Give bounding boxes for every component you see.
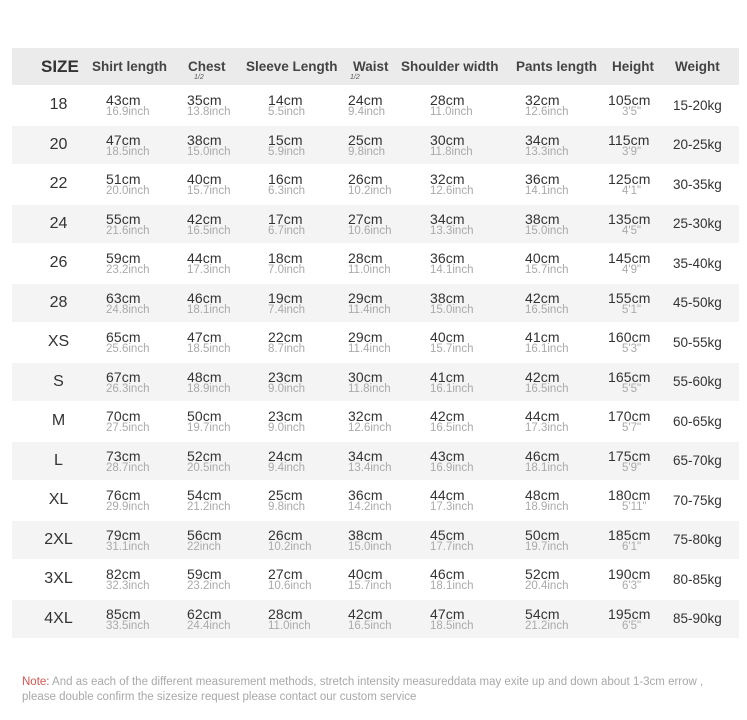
- chest-inch-value: 18.1inch: [187, 303, 231, 316]
- pants-inch-value: 21.2inch: [525, 619, 569, 632]
- weight-value: 80-85kg: [673, 571, 722, 587]
- shoulder-inch-value: 18.1inch: [430, 580, 474, 592]
- table-row: [12, 599, 739, 639]
- shoulder-inch-value: 14.1inch: [430, 264, 474, 276]
- chest-cm-value: 50cm: [187, 408, 222, 424]
- shirt-inch-value: 27.5inch: [106, 422, 150, 434]
- table-row: [12, 520, 739, 560]
- height-cm-value: 145cm: [608, 250, 651, 266]
- height-inch-value: 3'9": [622, 145, 642, 158]
- height-cm-value: 155cm: [608, 289, 651, 306]
- shoulder-inch-value: 11.8inch: [430, 145, 473, 158]
- chest-inch-value: 23.2inch: [187, 580, 231, 592]
- shoulder-inch-value: 16.9inch: [430, 461, 474, 474]
- height-inch-value: 4'9": [622, 264, 642, 276]
- waist-inch-value: 15.0inch: [348, 540, 392, 553]
- waist-inch-value: 10.2inch: [348, 185, 392, 197]
- pants-inch-value: 17.3inch: [525, 422, 569, 434]
- sleeve-inch-value: 5.9inch: [268, 145, 306, 158]
- waist-cm-value: 24cm: [348, 92, 383, 108]
- pants-cm-value: 36cm: [525, 171, 560, 187]
- weight-value: 60-65kg: [673, 413, 722, 429]
- pants-inch-value: 18.9inch: [525, 501, 569, 513]
- pants-cm-value: 34cm: [525, 131, 560, 148]
- weight-value: 35-40kg: [673, 255, 722, 271]
- height-inch-value: 5'9": [622, 461, 642, 474]
- pants-cm-value: 48cm: [525, 487, 560, 503]
- table-row: [12, 243, 739, 283]
- weight-value: 70-75kg: [673, 492, 722, 508]
- shirt-inch-value: 18.5inch: [106, 145, 150, 158]
- chest-inch-value: 19.7inch: [187, 422, 231, 434]
- size-value: 18: [49, 96, 68, 114]
- header-chest-half: 1/2: [194, 74, 204, 81]
- height-inch-value: 5'1": [622, 303, 642, 316]
- sleeve-inch-value: 7.0inch: [268, 264, 306, 276]
- shoulder-cm-value: 28cm: [430, 92, 465, 108]
- table-row: [12, 125, 739, 165]
- table-row: [12, 441, 739, 481]
- shoulder-cm-value: 40cm: [430, 329, 465, 345]
- shoulder-cm-value: 45cm: [430, 526, 465, 543]
- waist-cm-value: 42cm: [348, 605, 383, 622]
- height-cm-value: 195cm: [608, 605, 651, 622]
- height-inch-value: 6'1": [622, 540, 642, 553]
- waist-cm-value: 29cm: [348, 289, 383, 306]
- chest-inch-value: 15.7inch: [187, 185, 231, 197]
- chest-inch-value: 15.0inch: [187, 145, 231, 158]
- shoulder-cm-value: 42cm: [430, 408, 465, 424]
- weight-value: 25-30kg: [673, 216, 722, 232]
- height-cm-value: 125cm: [608, 171, 651, 187]
- weight-value: 20-25kg: [673, 137, 722, 153]
- waist-inch-value: 11.8inch: [348, 382, 391, 395]
- height-cm-value: 105cm: [608, 92, 651, 108]
- table-row: [12, 164, 739, 204]
- pants-inch-value: 14.1inch: [525, 185, 569, 197]
- header-waist-label: Waist: [353, 59, 389, 74]
- pants-cm-value: 32cm: [525, 92, 560, 108]
- chest-cm-value: 38cm: [187, 131, 222, 148]
- shirt-inch-value: 25.6inch: [106, 343, 150, 355]
- sleeve-inch-value: 8.7inch: [268, 343, 306, 355]
- chest-inch-value: 17.3inch: [187, 264, 231, 276]
- header-waist: [350, 48, 389, 85]
- shoulder-cm-value: 34cm: [430, 210, 465, 227]
- shirt-cm-value: 55cm: [106, 210, 141, 227]
- header-pants-length: Pants length: [516, 59, 598, 74]
- height-inch-value: 4'5": [622, 224, 642, 237]
- table-row: [12, 401, 739, 441]
- shoulder-inch-value: 12.6inch: [430, 185, 474, 197]
- header-shoulder-width: Shoulder width: [401, 59, 499, 74]
- pants-inch-value: 18.1inch: [525, 461, 569, 474]
- chest-cm-value: 46cm: [187, 289, 222, 306]
- size-value: 3XL: [44, 570, 73, 588]
- shirt-cm-value: 79cm: [106, 526, 141, 543]
- height-cm-value: 165cm: [608, 368, 651, 385]
- shirt-cm-value: 70cm: [106, 408, 141, 424]
- sleeve-cm-value: 15cm: [268, 131, 303, 148]
- shirt-inch-value: 20.0inch: [106, 185, 150, 197]
- size-value: M: [51, 412, 66, 430]
- sleeve-cm-value: 26cm: [268, 526, 303, 543]
- shoulder-inch-value: 16.5inch: [430, 422, 474, 434]
- shirt-inch-value: 23.2inch: [106, 264, 150, 276]
- weight-value: 85-90kg: [673, 611, 722, 627]
- shoulder-inch-value: 11.0inch: [430, 106, 473, 118]
- height-inch-value: 5'5": [622, 382, 642, 395]
- height-inch-value: 5'3": [622, 343, 642, 355]
- chest-inch-value: 24.4inch: [187, 619, 231, 632]
- chest-cm-value: 44cm: [187, 250, 222, 266]
- sleeve-inch-value: 6.3inch: [268, 185, 306, 197]
- shoulder-cm-value: 32cm: [430, 171, 465, 187]
- height-cm-value: 175cm: [608, 447, 651, 464]
- table-row: [12, 362, 739, 402]
- note-label: Note:: [22, 676, 50, 688]
- shirt-inch-value: 33.5inch: [106, 619, 150, 632]
- waist-inch-value: 14.2inch: [348, 501, 392, 513]
- weight-value: 75-80kg: [673, 532, 722, 548]
- chest-inch-value: 21.2inch: [187, 501, 231, 513]
- shoulder-inch-value: 13.3inch: [430, 224, 474, 237]
- shirt-cm-value: 65cm: [106, 329, 141, 345]
- table-row: [12, 480, 739, 520]
- shoulder-cm-value: 47cm: [430, 605, 465, 622]
- waist-cm-value: 32cm: [348, 408, 383, 424]
- table-row: [12, 559, 739, 599]
- shirt-cm-value: 43cm: [106, 92, 141, 108]
- pants-inch-value: 16.5inch: [525, 303, 569, 316]
- shoulder-inch-value: 15.0inch: [430, 303, 474, 316]
- shirt-cm-value: 82cm: [106, 566, 141, 582]
- header-chest-label: Chest: [188, 59, 226, 74]
- sleeve-inch-value: 9.8inch: [268, 501, 306, 513]
- shoulder-inch-value: 17.7inch: [430, 540, 474, 553]
- sleeve-cm-value: 19cm: [268, 289, 303, 306]
- size-value: L: [54, 451, 63, 469]
- waist-inch-value: 13.4inch: [348, 461, 392, 474]
- waist-cm-value: 27cm: [348, 210, 383, 227]
- shoulder-cm-value: 44cm: [430, 487, 465, 503]
- waist-inch-value: 11.0inch: [348, 264, 391, 276]
- table-row: [12, 322, 739, 362]
- shirt-cm-value: 51cm: [106, 171, 141, 187]
- waist-inch-value: 11.4inch: [348, 343, 391, 355]
- waist-inch-value: 10.6inch: [348, 224, 392, 237]
- sleeve-inch-value: 9.0inch: [268, 422, 306, 434]
- shoulder-cm-value: 41cm: [430, 368, 465, 385]
- table-row: [12, 283, 739, 323]
- pants-cm-value: 54cm: [525, 605, 560, 622]
- waist-cm-value: 40cm: [348, 566, 383, 582]
- shoulder-cm-value: 30cm: [430, 131, 465, 148]
- size-value: 24: [49, 214, 68, 232]
- sleeve-inch-value: 9.4inch: [268, 461, 306, 474]
- sleeve-cm-value: 16cm: [268, 171, 303, 187]
- sleeve-cm-value: 17cm: [268, 210, 303, 227]
- waist-cm-value: 34cm: [348, 447, 383, 464]
- waist-inch-value: 9.4inch: [348, 106, 386, 118]
- measurement-note: [22, 675, 734, 705]
- shirt-inch-value: 26.3inch: [106, 382, 150, 395]
- pants-cm-value: 42cm: [525, 368, 560, 385]
- weight-value: 30-35kg: [673, 176, 722, 192]
- shirt-inch-value: 24.8inch: [106, 303, 150, 316]
- pants-cm-value: 52cm: [525, 566, 560, 582]
- shoulder-cm-value: 46cm: [430, 566, 465, 582]
- sleeve-cm-value: 23cm: [268, 368, 303, 385]
- height-inch-value: 6'3": [622, 580, 642, 592]
- pants-cm-value: 40cm: [525, 250, 560, 266]
- chest-cm-value: 59cm: [187, 566, 222, 582]
- height-inch-value: 6'5": [622, 619, 642, 632]
- pants-inch-value: 15.0inch: [525, 224, 569, 237]
- waist-cm-value: 30cm: [348, 368, 383, 385]
- shirt-cm-value: 63cm: [106, 289, 141, 306]
- weight-value: 65-70kg: [673, 453, 722, 469]
- size-value: 20: [49, 135, 68, 153]
- header-shirt-length: Shirt length: [92, 59, 167, 74]
- chest-cm-value: 40cm: [187, 171, 222, 187]
- height-cm-value: 190cm: [608, 566, 651, 582]
- pants-inch-value: 12.6inch: [525, 106, 569, 118]
- chest-cm-value: 62cm: [187, 605, 222, 622]
- sleeve-inch-value: 7.4inch: [268, 303, 306, 316]
- size-value: 22: [49, 175, 68, 193]
- sleeve-cm-value: 25cm: [268, 487, 303, 503]
- waist-cm-value: 36cm: [348, 487, 383, 503]
- shoulder-cm-value: 36cm: [430, 250, 465, 266]
- chest-cm-value: 52cm: [187, 447, 222, 464]
- shoulder-inch-value: 16.1inch: [430, 382, 474, 395]
- chest-cm-value: 56cm: [187, 526, 222, 543]
- waist-cm-value: 26cm: [348, 171, 383, 187]
- size-value: XS: [47, 333, 70, 351]
- table-row: [12, 204, 739, 244]
- sleeve-cm-value: 22cm: [268, 329, 303, 345]
- weight-value: 50-55kg: [673, 334, 722, 350]
- waist-cm-value: 38cm: [348, 526, 383, 543]
- height-inch-value: 5'7": [622, 422, 642, 434]
- pants-cm-value: 42cm: [525, 289, 560, 306]
- shirt-cm-value: 59cm: [106, 250, 141, 266]
- height-cm-value: 180cm: [608, 487, 651, 503]
- waist-inch-value: 9.8inch: [348, 145, 386, 158]
- height-cm-value: 115cm: [608, 131, 650, 148]
- pants-cm-value: 41cm: [525, 329, 560, 345]
- note-text: And as each of the different measurement methods, stretch intensity measureddata may exite up and down about 1-3cm errow , please double confirm the sizesize request please contact our custom service: [22, 676, 704, 703]
- header-waist-half: 1/2: [350, 74, 360, 81]
- chest-inch-value: 22inch: [187, 540, 221, 553]
- sleeve-cm-value: 27cm: [268, 566, 303, 582]
- height-inch-value: 5'11": [622, 501, 647, 513]
- sleeve-inch-value: 5.5inch: [268, 106, 306, 118]
- chest-cm-value: 54cm: [187, 487, 222, 503]
- shirt-cm-value: 67cm: [106, 368, 141, 385]
- shirt-cm-value: 47cm: [106, 131, 141, 148]
- shirt-inch-value: 32.3inch: [106, 580, 150, 592]
- table-header: [12, 48, 739, 85]
- sleeve-cm-value: 23cm: [268, 408, 303, 424]
- height-cm-value: 135cm: [608, 210, 651, 227]
- sleeve-cm-value: 14cm: [268, 92, 303, 108]
- sleeve-inch-value: 10.6inch: [268, 580, 312, 592]
- pants-cm-value: 50cm: [525, 526, 560, 543]
- shoulder-cm-value: 38cm: [430, 289, 465, 306]
- header-height: Height: [612, 59, 654, 74]
- shoulder-inch-value: 15.7inch: [430, 343, 474, 355]
- waist-cm-value: 29cm: [348, 329, 383, 345]
- chest-inch-value: 16.5inch: [187, 224, 231, 237]
- chest-cm-value: 48cm: [187, 368, 222, 385]
- weight-value: 55-60kg: [673, 374, 722, 390]
- waist-inch-value: 15.7inch: [348, 580, 392, 592]
- pants-cm-value: 46cm: [525, 447, 560, 464]
- chest-cm-value: 47cm: [187, 329, 222, 345]
- shoulder-inch-value: 17.3inch: [430, 501, 474, 513]
- height-cm-value: 160cm: [608, 329, 651, 345]
- chest-inch-value: 18.5inch: [187, 343, 231, 355]
- shirt-inch-value: 21.6inch: [106, 224, 150, 237]
- waist-cm-value: 28cm: [348, 250, 383, 266]
- pants-cm-value: 38cm: [525, 210, 560, 227]
- waist-cm-value: 25cm: [348, 131, 383, 148]
- header-size: SIZE: [41, 57, 79, 76]
- sleeve-inch-value: 6.7inch: [268, 224, 306, 237]
- weight-value: 45-50kg: [673, 295, 722, 311]
- sleeve-cm-value: 18cm: [268, 250, 303, 266]
- pants-inch-value: 15.7inch: [525, 264, 569, 276]
- shirt-inch-value: 31.1inch: [106, 540, 150, 553]
- table-row: [12, 85, 739, 125]
- size-value: XL: [48, 491, 69, 509]
- size-value: 4XL: [44, 609, 73, 627]
- sleeve-inch-value: 11.0inch: [268, 619, 311, 632]
- pants-cm-value: 44cm: [525, 408, 560, 424]
- shirt-cm-value: 73cm: [106, 447, 141, 464]
- waist-inch-value: 12.6inch: [348, 422, 392, 434]
- sleeve-cm-value: 28cm: [268, 605, 303, 622]
- chest-inch-value: 13.8inch: [187, 106, 231, 118]
- pants-inch-value: 20.4inch: [525, 580, 569, 592]
- shirt-inch-value: 29.9inch: [106, 501, 150, 513]
- chest-cm-value: 35cm: [187, 92, 222, 108]
- size-value: 26: [49, 254, 68, 272]
- height-inch-value: 4'1": [622, 185, 642, 197]
- sleeve-cm-value: 24cm: [268, 447, 303, 464]
- size-value: 28: [49, 293, 68, 311]
- header-sleeve-length: Sleeve Length: [246, 59, 338, 74]
- shirt-inch-value: 16.9inch: [106, 106, 150, 118]
- shirt-inch-value: 28.7inch: [106, 461, 150, 474]
- header-weight: Weight: [675, 59, 720, 74]
- sleeve-inch-value: 9.0inch: [268, 382, 306, 395]
- size-value: 2XL: [44, 530, 73, 548]
- pants-inch-value: 16.5inch: [525, 382, 569, 395]
- height-cm-value: 185cm: [608, 526, 651, 543]
- shirt-cm-value: 85cm: [106, 605, 141, 622]
- waist-inch-value: 11.4inch: [348, 303, 391, 316]
- table-body: [12, 85, 739, 638]
- shoulder-cm-value: 43cm: [430, 447, 465, 464]
- size-value: S: [53, 372, 64, 390]
- height-inch-value: 3'5": [622, 106, 642, 118]
- header-chest: [188, 48, 226, 85]
- waist-inch-value: 16.5inch: [348, 619, 392, 632]
- chest-cm-value: 42cm: [187, 210, 222, 227]
- height-cm-value: 170cm: [608, 408, 651, 424]
- size-chart-table: [12, 48, 739, 638]
- shirt-cm-value: 76cm: [106, 487, 141, 503]
- pants-inch-value: 16.1inch: [525, 343, 569, 355]
- chest-inch-value: 20.5inch: [187, 461, 231, 474]
- chest-inch-value: 18.9inch: [187, 382, 231, 395]
- shoulder-inch-value: 18.5inch: [430, 619, 474, 632]
- pants-inch-value: 19.7inch: [525, 540, 569, 553]
- weight-value: 15-20kg: [673, 97, 722, 113]
- pants-inch-value: 13.3inch: [525, 145, 569, 158]
- sleeve-inch-value: 10.2inch: [268, 540, 312, 553]
